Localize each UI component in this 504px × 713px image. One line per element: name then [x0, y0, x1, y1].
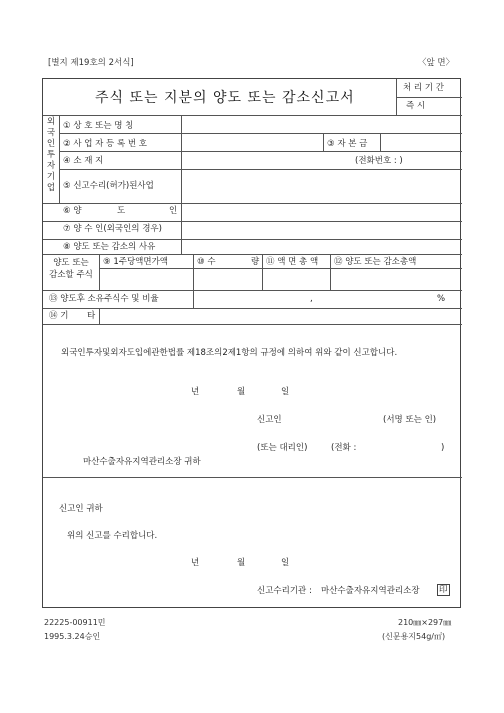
processing-period-value: 즉 시	[406, 101, 426, 111]
stock-reduction-label: 양도 또는 감소할 주식	[49, 258, 93, 280]
reason-label: ⑧ 양도 또는 감소의 사유	[63, 242, 156, 252]
form-reference: [별지 제19호의 2서식]	[48, 58, 134, 68]
form-title: 주식 또는 지분의 양도 또는 감소신고서	[95, 90, 355, 106]
acceptance-day: 일	[281, 558, 290, 568]
official-seal: 印	[439, 585, 448, 595]
paper-type: (신문용지54g/㎡)	[382, 632, 446, 641]
quantity-label-b: 량	[251, 257, 260, 267]
processing-period-label: 처 리 기 간	[403, 83, 444, 93]
acceptance-to: 신고인 귀하	[59, 504, 103, 514]
acceptance-year: 년	[191, 558, 200, 568]
page-side-label: 〈앞 면〉	[418, 58, 455, 68]
transferor-label-a: ⑥ 양	[63, 206, 82, 216]
capital-label: ③ 자 본 금	[327, 139, 368, 149]
company-name-label: ① 상 호 또는 명 칭	[63, 121, 134, 131]
transfer-total-label: ⑫ 양도 또는 감소총액	[334, 257, 417, 267]
reporter-label: 신고인	[257, 415, 282, 425]
ownership-after-label: ⑬ 양도후 소유주식수 및 비율	[49, 294, 159, 304]
par-value-label: ⑨ 1주당액면가액	[103, 257, 168, 267]
declaration-addressee: 마산수출자유지역관리소장 귀하	[83, 457, 201, 467]
ownership-comma: ,	[310, 294, 313, 304]
transferor-label-c: 인	[169, 206, 178, 216]
transferee-label: ⑦ 양 수 인(외국인의 경우)	[63, 224, 162, 234]
declaration-text: 외국인투자및외자도입에관한법률 제18조의2제1항의 규정에 의하여 위와 같이 신고합니다.	[61, 348, 398, 358]
accepting-agency-name: 마산수출자유지역관리소장	[321, 586, 420, 596]
declaration-year: 년	[191, 387, 200, 397]
ownership-percent: %	[437, 294, 446, 304]
business-number-label: ② 사 업 자 등 록 번 호	[63, 139, 148, 149]
form-code: 22225-00911민	[44, 618, 106, 627]
declaration-day: 일	[281, 387, 290, 397]
accepting-agency-label: 신고수리기관 :	[257, 586, 312, 596]
licensed-business-label: ⑤ 신고수리(허가)된사업	[63, 181, 154, 191]
face-total-label: ⑪ 액 면 총 액	[266, 257, 319, 267]
agent-phone-close: )	[441, 443, 445, 453]
quantity-label-a: ⑩ 수	[197, 257, 216, 267]
address-phone: (전화번호 : )	[355, 156, 403, 166]
address-label: ④ 소 재 지	[63, 156, 104, 166]
report-form	[42, 78, 461, 608]
approval-date: 1995.3.24승인	[44, 632, 101, 641]
acceptance-month: 월	[237, 558, 246, 568]
declaration-month: 월	[237, 387, 246, 397]
acceptance-text: 위의 신고를 수리합니다.	[67, 531, 158, 541]
agent-phone-label: (전화 :	[331, 443, 357, 453]
paper-size: 210㎜×297㎜	[398, 618, 452, 627]
transferor-label-b: 도	[117, 206, 126, 216]
other-label-a: ⑭ 기	[49, 311, 69, 321]
other-label-b: 타	[87, 311, 96, 321]
foreign-investor-label: 외 국 인 투 자 기 업	[46, 117, 56, 193]
agent-label: (또는 대리인)	[257, 443, 308, 453]
signature-note: (서명 또는 인)	[383, 415, 437, 425]
